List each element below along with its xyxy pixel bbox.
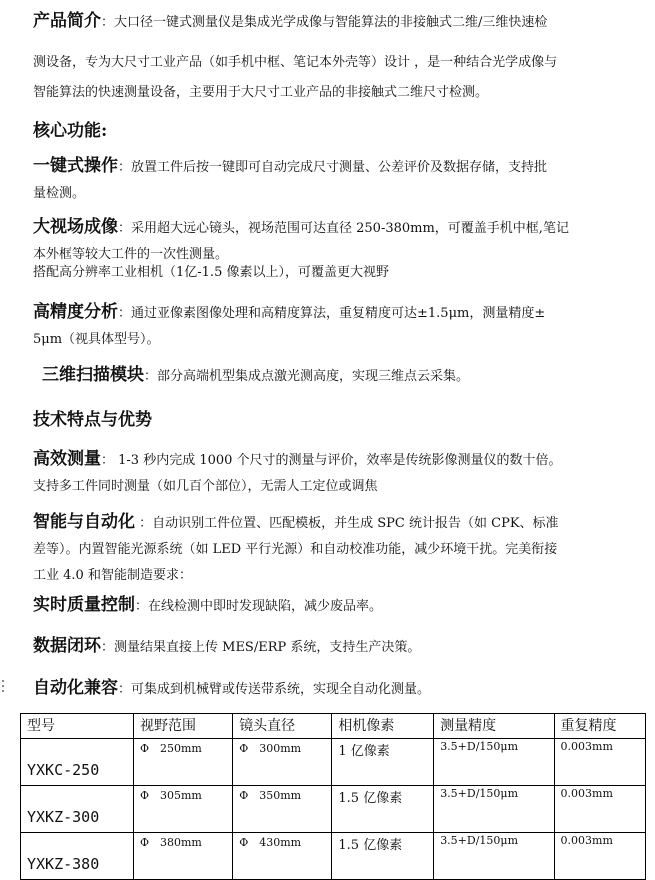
cell-model: YXKZ-300 xyxy=(21,786,134,833)
feature-text-cont: 本外框等较大工件的一次性测量。 xyxy=(33,247,229,262)
table-header-row xyxy=(21,714,646,739)
adv-intelligent xyxy=(33,509,613,589)
table-row xyxy=(21,739,646,786)
adv-text-cont2: 工业 4.0 和智能制造要求： xyxy=(33,568,192,583)
adv-text: ：可集成到机械臂或传送带系统，实现全自动化测量。 xyxy=(118,682,431,697)
col-header-fov: 视野范围 xyxy=(133,714,232,739)
col-header-repeatability: 重复精度 xyxy=(554,714,645,739)
cell-pixels: 1.5 亿像素 xyxy=(332,833,434,880)
adv-data-loop xyxy=(33,633,593,661)
feature-text: ：部分高端机型集成点激光测高度，实现三维点云采集。 xyxy=(144,369,470,384)
adv-head: 智能与自动化 xyxy=(33,512,135,532)
intro-line3: 智能算法的快速测量设备，主要用于大尺寸工业产品的非接触式二维尺寸检测。 xyxy=(33,85,489,100)
cell-repeatability: 0.003mm xyxy=(554,786,645,833)
cell-lens: Φ 300mm xyxy=(233,739,332,786)
adv-realtime-qc xyxy=(33,592,593,620)
col-header-model: 型号 xyxy=(21,714,134,739)
cell-lens: Φ 430mm xyxy=(233,833,332,880)
feature-high-precision xyxy=(33,299,593,353)
col-header-lens: 镜头直径 xyxy=(233,714,332,739)
adv-text: ：在线检测中即时发现缺陷，减少废品率。 xyxy=(135,599,383,614)
intro-heading: 产品简介 xyxy=(33,11,101,31)
cell-fov: Φ 305mm xyxy=(133,786,232,833)
adv-text: ： 1-3 秒内完成 1000 个尺寸的测量与评价，效率是传统影像测量仪的数十倍。 xyxy=(101,453,562,468)
adv-text-cont: 差等）。内置智能光源系统（如 LED 平行光源）和自动校准功能，减少环境干扰。完美衔接 xyxy=(33,542,558,557)
spec-table xyxy=(20,713,646,880)
feature-text: ：通过亚像素图像处理和高精度算法，重复精度可达±1.5μm，测量精度± xyxy=(118,306,546,321)
adv-head: 高效测量 xyxy=(33,449,101,469)
margin-dots xyxy=(2,680,6,695)
feature-3d-scan xyxy=(42,362,602,390)
feature-text-cont: 量检测。 xyxy=(33,186,86,201)
table-row xyxy=(21,833,646,880)
table-row xyxy=(21,786,646,833)
adv-automation-compat xyxy=(33,675,593,703)
cell-lens: Φ 350mm xyxy=(233,786,332,833)
col-header-pixels: 相机像素 xyxy=(332,714,434,739)
tech-advantages-title: 技术特点与优势 xyxy=(33,410,152,430)
core-functions-title: 核心功能: xyxy=(33,121,108,141)
cell-fov: Φ 380mm xyxy=(133,833,232,880)
intro-paragraph xyxy=(33,8,593,36)
feature-head: 一键式操作 xyxy=(33,156,118,176)
intro-line1: ：大口径一键式测量仪是集成光学成像与智能算法的非接触式二维/三维快速检 xyxy=(101,15,548,30)
feature-text: ：采用超大远心镜头，视场范围可达直径 250-380mm，可覆盖手机中框,笔记 xyxy=(118,221,569,236)
cell-fov: Φ 250mm xyxy=(133,739,232,786)
adv-efficient xyxy=(33,446,613,500)
col-header-accuracy: 测量精度 xyxy=(434,714,554,739)
cell-repeatability: 0.003mm xyxy=(554,833,645,880)
cell-repeatability: 0.003mm xyxy=(554,739,645,786)
cell-model: YXKC-250 xyxy=(21,739,134,786)
cell-accuracy: 3.5+D/150μm xyxy=(434,739,554,786)
cell-model: YXKZ-380 xyxy=(21,833,134,880)
adv-text: ：自动识别工件位置、匹配模板，并生成 SPC 统计报告（如 CPK、标准 xyxy=(135,516,559,531)
feature-head: 三维扫描模块 xyxy=(42,365,144,385)
feature-head: 高精度分析 xyxy=(33,302,118,322)
feature-text-cont: 5μm（视具体型号）。 xyxy=(33,332,160,347)
feature-text: ：放置工件后按一键即可自动完成尺寸测量、公差评价及数据存储，支持批 xyxy=(118,160,548,175)
feature-head: 大视场成像 xyxy=(33,217,118,237)
cell-pixels: 1.5 亿像素 xyxy=(332,786,434,833)
cell-accuracy: 3.5+D/150μm xyxy=(434,833,554,880)
adv-head: 自动化兼容 xyxy=(33,678,118,698)
feature-large-fov-note: 搭配高分辨率工业相机（1亿-1.5 像素以上），可覆盖更大视野 xyxy=(33,265,389,280)
feature-large-fov xyxy=(33,214,593,268)
adv-text-cont: 支持多工件同时测量（如几百个部位），无需人工定位或调焦 xyxy=(33,479,378,494)
adv-head: 实时质量控制 xyxy=(33,595,135,615)
adv-head: 数据闭环 xyxy=(33,636,101,656)
intro-line2: 测设备，专为大尺寸工业产品（如手机中框、笔记本外壳等）设计 ，是一种结合光学成像与 xyxy=(33,55,558,70)
adv-text: ：测量结果直接上传 MES/ERP 系统，支持生产决策。 xyxy=(101,640,421,655)
feature-one-click xyxy=(33,153,593,207)
cell-accuracy: 3.5+D/150μm xyxy=(434,786,554,833)
cell-pixels: 1 亿像素 xyxy=(332,739,434,786)
